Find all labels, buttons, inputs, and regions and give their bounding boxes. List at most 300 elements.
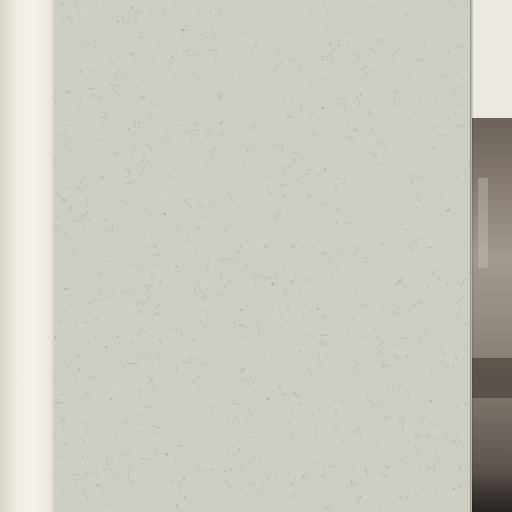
card-speck [325,252,327,254]
photo-highlight [478,178,488,268]
card-speck [431,310,432,311]
card-fiber [149,111,151,118]
card-fiber [228,6,234,10]
card-fiber [340,179,345,183]
card-fiber [421,81,426,82]
card-fiber [418,237,424,240]
card-fiber [419,301,423,304]
card-fiber [95,485,100,486]
card-fiber [80,45,86,48]
card-fiber [212,338,216,342]
card-fiber [214,60,217,64]
card-fiber [370,153,376,154]
card-fiber [182,360,190,363]
card-fiber [264,175,267,179]
card-fiber [233,321,235,327]
card-fiber [447,497,452,499]
card-fiber [421,40,426,46]
card-fiber [351,52,357,55]
card-fiber [112,149,118,155]
card-fiber [144,353,151,356]
card-fiber [132,32,137,34]
card-fiber [98,253,102,257]
card-fiber [234,412,239,419]
card-fiber [191,165,198,166]
card-fiber [121,408,126,411]
card-fiber [255,41,259,48]
card-fiber [199,411,202,414]
card-fiber [178,484,181,489]
card-fiber [101,19,104,26]
card-fiber [360,76,366,82]
card-fiber [311,244,316,245]
card-fiber [198,149,204,150]
card-fiber [84,321,89,322]
card-fiber [435,278,440,280]
card-fiber [142,223,145,225]
card-fiber [197,389,201,391]
card-fiber [350,130,357,132]
card-fiber [432,301,437,306]
card-fiber [243,419,247,425]
card-fiber [90,318,98,321]
card-fiber [292,244,293,250]
card-fiber [64,130,65,132]
card-fiber [230,469,232,472]
card-fiber [250,47,252,52]
card-fiber-texture [54,0,470,512]
card-fiber [137,311,143,314]
card-speck [356,96,358,98]
card-fiber [303,313,304,318]
card-fiber [411,247,413,252]
card-fiber [189,339,195,343]
card-fiber [298,65,300,70]
card-fiber [301,174,308,178]
card-fiber [450,441,456,445]
card-speck [249,450,250,451]
card-fiber [330,252,334,257]
card-speck [390,420,391,421]
card-fiber [141,263,146,267]
card-fiber [125,400,129,403]
card-speck [123,52,124,53]
card-fiber [243,333,250,338]
card-fiber [220,130,224,136]
card-speck [329,43,331,45]
card-fiber [103,294,110,299]
card-fiber [74,209,80,212]
card-fiber [179,124,183,125]
card-fiber [281,60,282,64]
card-fiber [439,133,447,136]
card-fiber [290,96,295,98]
card-speck [232,76,233,77]
card-speck [183,477,185,479]
card-fiber [324,77,329,80]
card-fiber [413,207,419,212]
card-speck [419,107,420,108]
card-speck [422,178,423,179]
card-fiber [410,171,413,173]
card-fiber [63,444,66,446]
card-fiber [363,301,369,305]
card-fiber [128,363,136,364]
card-fiber [127,500,132,505]
card-fiber [415,460,422,465]
card-fiber [431,439,436,441]
card-fiber [316,362,320,364]
card-fiber [350,484,356,491]
card-fiber [123,73,128,79]
card-fiber [246,409,253,414]
card-speck [188,431,190,433]
card-speck [73,254,75,256]
card-fiber [77,187,81,191]
card-fiber [394,99,400,105]
card-fiber [112,296,118,299]
card-speck [276,473,277,474]
card-fiber [241,325,247,328]
card-fiber [77,178,81,185]
card-speck [359,496,361,498]
card-fiber [289,59,294,61]
card-fiber [459,463,464,470]
card-fiber [172,72,176,78]
card-fiber [415,196,420,202]
card-speck [224,471,226,473]
card-fiber [57,132,62,138]
card-fiber [356,504,362,507]
card-fiber [433,270,437,275]
card-fiber [345,221,352,223]
card-fiber [306,369,312,375]
card-fiber [354,249,360,255]
card-fiber [249,398,254,401]
card-fiber [136,161,145,165]
card-fiber [86,343,89,347]
card-fiber [465,483,469,488]
card-fiber [448,117,449,122]
card-fiber [402,22,408,27]
card-fiber [399,382,403,387]
card-speck [447,210,449,212]
card-fiber [133,125,136,128]
card-fiber [310,134,316,138]
card-fiber [382,421,386,422]
card-fiber [440,359,443,362]
card-fiber [240,32,245,35]
card-fiber [350,479,352,486]
card-fiber [146,247,151,252]
card-speck [242,368,244,370]
card-fiber [242,78,248,84]
card-fiber [297,237,304,242]
card-fiber [81,210,86,216]
card-fiber [113,184,117,189]
card-fiber [149,64,156,66]
card-fiber [268,478,274,483]
card-fiber [110,83,117,86]
card-fiber [177,401,183,407]
card-fiber [326,259,333,265]
card-fiber [88,302,94,303]
card-fiber [84,226,85,232]
card-fiber [259,190,262,191]
card-speck [317,308,319,310]
card-fiber [300,158,305,162]
card-fiber [331,55,335,61]
card-fiber [248,482,255,484]
card-fiber [364,466,366,473]
card-fiber [64,48,66,52]
card-fiber [157,39,163,46]
card-fiber [455,105,461,108]
card-fiber [416,453,418,459]
card-fiber [357,232,363,236]
card-fiber [188,355,193,361]
card-fiber [423,484,428,488]
card-fiber [310,461,314,465]
card-fiber [204,355,209,356]
card-fiber [91,69,99,72]
card-fiber [325,27,328,33]
card-fiber [319,367,323,371]
card-fiber [171,56,173,60]
card-fiber [258,325,260,333]
card-fiber [247,380,250,383]
card-fiber [244,163,245,167]
card-fiber [61,416,63,422]
card-fiber [120,463,127,465]
card-fiber [253,168,258,175]
card-fiber [145,406,152,407]
card-fiber [227,418,228,423]
card-fiber [282,294,286,296]
card-fiber [236,230,243,234]
card-fiber [352,205,356,210]
card-fiber [122,452,124,457]
card-fiber [446,283,450,289]
card-speck [384,418,385,419]
card-speck [164,213,166,215]
card-speck [322,107,324,109]
card-fiber [84,51,91,56]
card-fiber [329,461,335,467]
card-fiber [219,94,222,99]
card-fiber [194,289,196,295]
card-speck [184,497,186,499]
card-fiber [276,239,281,245]
card-fiber [358,151,364,157]
card-fiber [336,249,342,255]
card-fiber [128,341,133,345]
card-fiber [147,161,152,167]
card-fiber [240,0,243,3]
card-fiber [199,289,206,295]
card-fiber [439,76,446,80]
card-fiber [455,92,457,96]
card-fiber [456,73,457,75]
card-fiber [132,54,135,60]
card-fiber [215,10,222,17]
card-fiber [375,39,380,45]
card-fiber [110,314,115,320]
card-fiber [455,464,460,467]
card-fiber [460,173,467,177]
card-fiber [293,140,295,142]
card-fiber [187,239,193,245]
card-fiber [106,459,109,465]
card-fiber [310,414,314,420]
card-fiber [254,390,255,394]
card-speck [94,39,96,41]
card-fiber [394,304,399,308]
card-fiber [95,336,100,340]
card-fiber [329,154,335,160]
card-fiber [210,447,215,451]
card-fiber [66,136,72,140]
card-fiber [375,139,381,145]
card-speck [400,280,401,281]
card-fiber [152,20,155,25]
card-fiber [195,123,198,127]
card-fiber [287,164,289,167]
card-fiber [381,244,388,245]
card-speck [78,369,80,371]
card-fiber [154,351,156,352]
card-fiber [240,441,243,446]
card-fiber [254,351,258,357]
card-fiber [348,122,349,129]
card-fiber [309,406,315,407]
card-fiber [112,461,113,465]
card-fiber [238,74,241,77]
card-fiber [155,253,161,256]
card-fiber [165,382,171,387]
card-fiber [188,82,193,85]
card-speck [138,121,140,123]
card-fiber [410,178,414,184]
card-speck [300,404,302,406]
card-fiber [163,142,164,146]
card-speck [87,243,88,244]
card-fiber [391,466,396,469]
card-fiber [283,227,284,231]
card-fiber [457,225,459,228]
card-fiber [341,440,345,445]
card-fiber [282,265,284,267]
card-fiber [255,285,258,287]
card-fiber [356,430,358,434]
card-fiber [457,125,464,127]
card-fiber [166,86,172,92]
card-fiber [162,45,163,49]
card-fiber [306,169,314,173]
card-fiber [156,476,160,481]
card-fiber [123,382,129,385]
card-fiber [163,316,168,321]
card-fiber [54,376,56,382]
card-fiber [101,215,105,221]
card-fiber [92,94,100,97]
card-fiber [417,96,420,102]
card-fiber [150,456,152,461]
card-fiber [113,472,120,475]
card-fiber [433,0,434,1]
card-fiber [201,216,206,219]
card-fiber [241,378,245,382]
card-fiber [386,384,388,391]
card-fiber [173,454,176,461]
card-fiber [108,68,112,72]
card-fiber [134,357,141,360]
card-fiber [336,427,339,431]
card-fiber [384,414,390,417]
card-speck [340,296,341,297]
card-fiber [237,67,242,73]
card-fiber [261,479,262,486]
card-fiber [67,147,72,152]
card-speck [394,314,395,315]
card-fiber [367,345,372,349]
card-fiber [93,195,96,199]
card-speck [239,245,241,247]
card-speck [321,58,323,60]
card-fiber [186,422,187,425]
card-fiber [446,440,449,441]
card-speck [113,290,114,291]
card-fiber [148,285,151,292]
card-fiber [199,124,204,129]
card-fiber [78,399,84,403]
card-fiber [287,302,293,303]
card-fiber [88,11,91,16]
card-fiber [75,61,79,63]
card-fiber [198,464,200,470]
card-speck [240,309,242,311]
card-fiber [306,133,308,135]
card-speck [219,12,220,13]
card-fiber [98,137,105,141]
card-fiber [459,298,460,302]
card-fiber [395,481,400,486]
card-fiber [192,69,195,77]
card-fiber [465,2,467,10]
card-fiber [69,88,72,94]
card-fiber [196,366,200,372]
card-speck [267,398,269,400]
card-fiber [74,479,78,487]
card-fiber [67,170,74,175]
card-fiber [305,278,311,283]
card-fiber [83,177,87,180]
card-fiber [106,504,109,508]
card-fiber [109,439,110,441]
card-fiber [237,449,240,452]
card-fiber [420,419,425,425]
card-fiber [86,494,90,500]
card-fiber [137,500,140,501]
card-fiber [346,45,352,50]
card-fiber [55,87,62,96]
card-fiber [80,439,84,445]
card-speck [430,400,432,402]
card-speck [246,150,248,152]
card-fiber [99,290,103,294]
card-speck [419,352,420,353]
card-fiber [63,252,68,260]
